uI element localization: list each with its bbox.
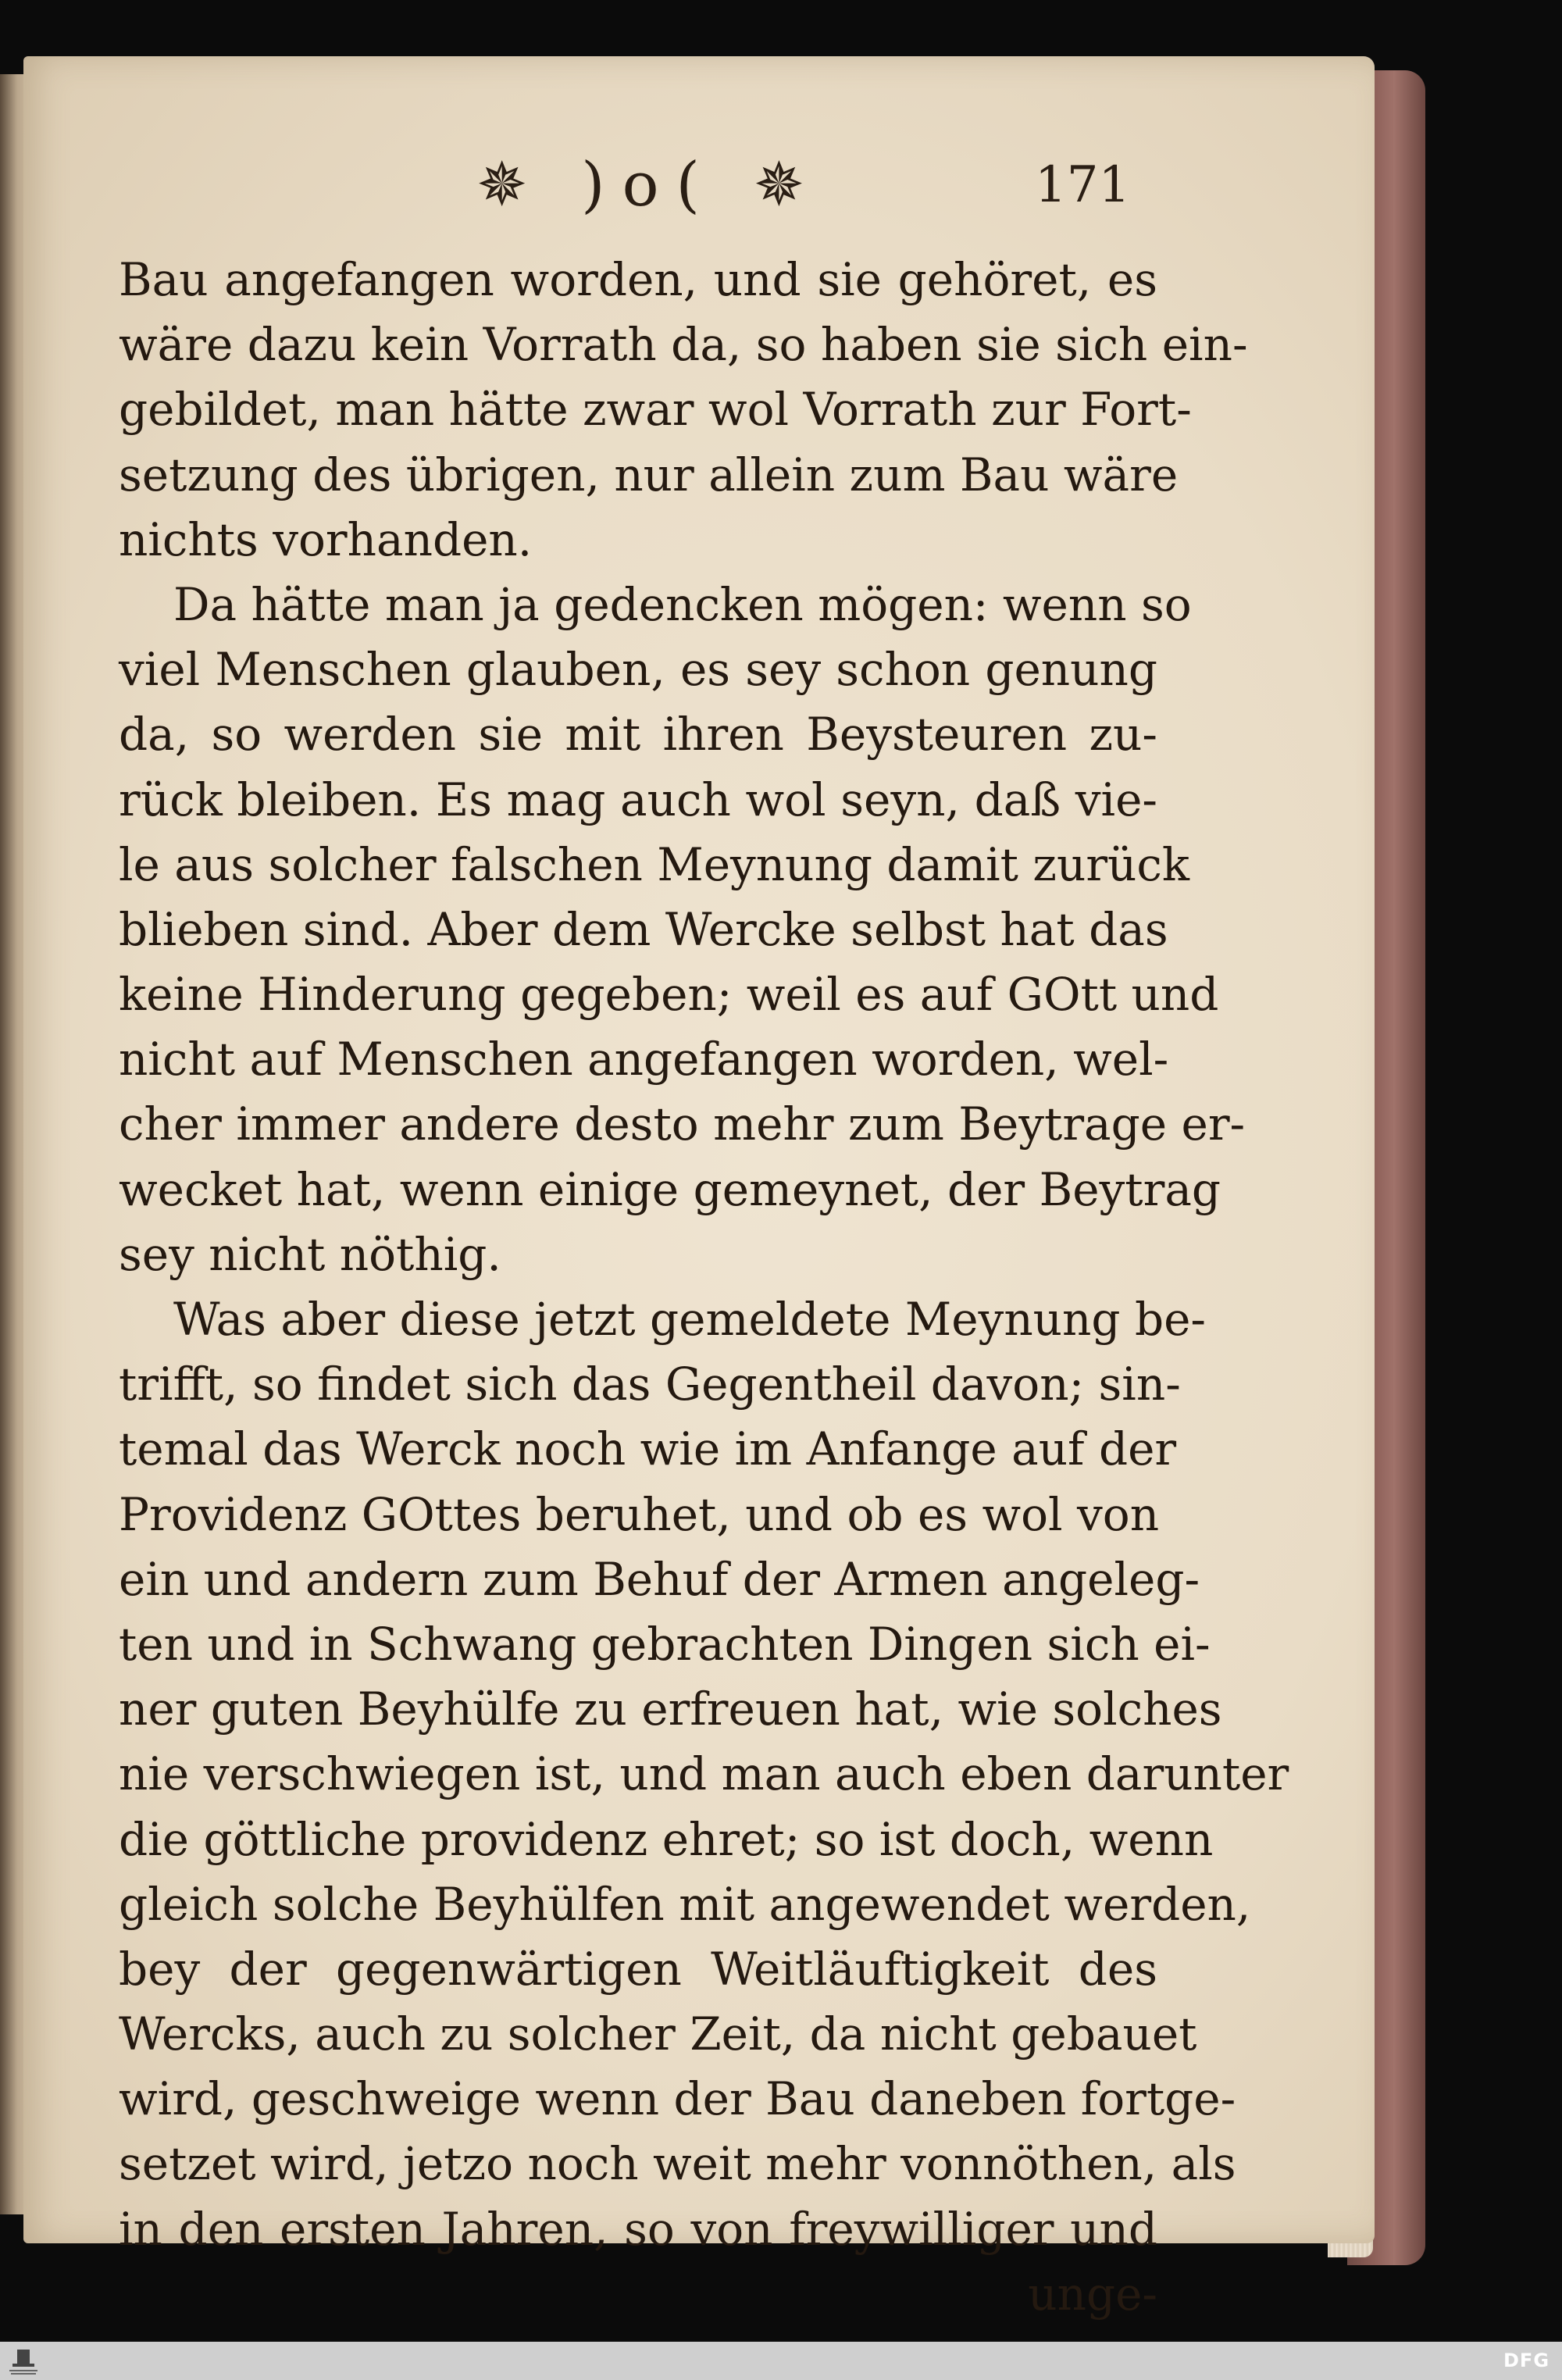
text-line: Wercks, auch zu solcher Zeit, da nicht gebauet [119,2007,1197,2061]
text-line: gebildet, man hätte zwar wol Vorrath zur Fort- [119,383,1192,437]
text-line: temal das Werck noch wie im Anfange auf der [119,1422,1177,1476]
book-page [23,56,1375,2321]
dfg-logo: DFG [1503,2350,1550,2371]
text-line: setzet wird, jetzo noch weit mehr vonnöthen, als [119,2137,1236,2191]
text-line: Da hätte man ja gedencken mögen: wenn so [173,577,1192,631]
text-line: nichts vorhanden. [119,512,533,566]
viewer-footer-bar [0,2342,1562,2380]
text-line: keine Hinderung gegeben; weil es auf GOtt und [119,968,1219,1022]
text-line: wecket hat, wenn einige gemeynet, der Beytrag [119,1162,1221,1216]
text-line: nie verschwiegen ist, und man auch eben darunter [119,1747,1289,1801]
page-number: 171 [1035,156,1131,214]
catchword: unge- [1028,2267,1157,2321]
text-line: rück bleiben. Es mag auch wol seyn, daß vie- [119,773,1157,826]
text-line: ten und in Schwang gebrachten Dingen sich ei- [119,1617,1211,1671]
text-line: da, so werden sie mit ihren Beysteuren zu- [119,708,1157,762]
text-line: sey nicht nöthig. [119,1227,501,1281]
text-line: gleich solche Beyhülfen mit angewendet werden, [119,1877,1251,1931]
text-line: Providenz GOttes beruhet, und ob es wol von [119,1487,1160,1541]
body-text [119,248,1289,2327]
header-ornament: ✵ )o( ✵ [476,150,822,220]
text-line: viel Menschen glauben, es sey schon genung [119,643,1157,697]
text-line: bey der gegenwärtigen Weitläuftigkeit des [119,1942,1157,1996]
text-line: Was aber diese jetzt gemeldete Meynung be- [173,1293,1206,1346]
text-line: die göttliche providenz ehret; so ist doch, wenn [119,1812,1214,1866]
text-line: cher immer andere desto mehr zum Beytrage er- [119,1097,1246,1151]
text-line: blieben sind. Aber dem Wercke selbst hat das [119,902,1168,956]
text-line: wird, geschweige wenn der Bau daneben fortge- [119,2072,1236,2126]
text-line: ner guten Beyhülfe zu erfreuen hat, wie solches [119,1682,1222,1736]
running-header [23,150,1375,244]
text-line: le aus solcher falschen Meynung damit zurück [119,837,1190,891]
text-line: nicht auf Menschen angefangen worden, wel- [119,1033,1169,1087]
text-line: in den ersten Jahren, so von freywilliger und [119,2202,1157,2256]
text-line: wäre dazu kein Vorrath da, so haben sie sich ein- [119,318,1248,372]
text-line: setzung des übrigen, nur allein zum Bau wäre [119,448,1179,501]
library-logo-icon [6,2346,41,2376]
text-line: ein und andern zum Behuf der Armen angeleg- [119,1552,1200,1606]
text-line: Bau angefangen worden, und sie gehöret, es [119,253,1157,306]
text-line: trifft, so findet sich das Gegentheil davon; sin- [119,1358,1181,1411]
